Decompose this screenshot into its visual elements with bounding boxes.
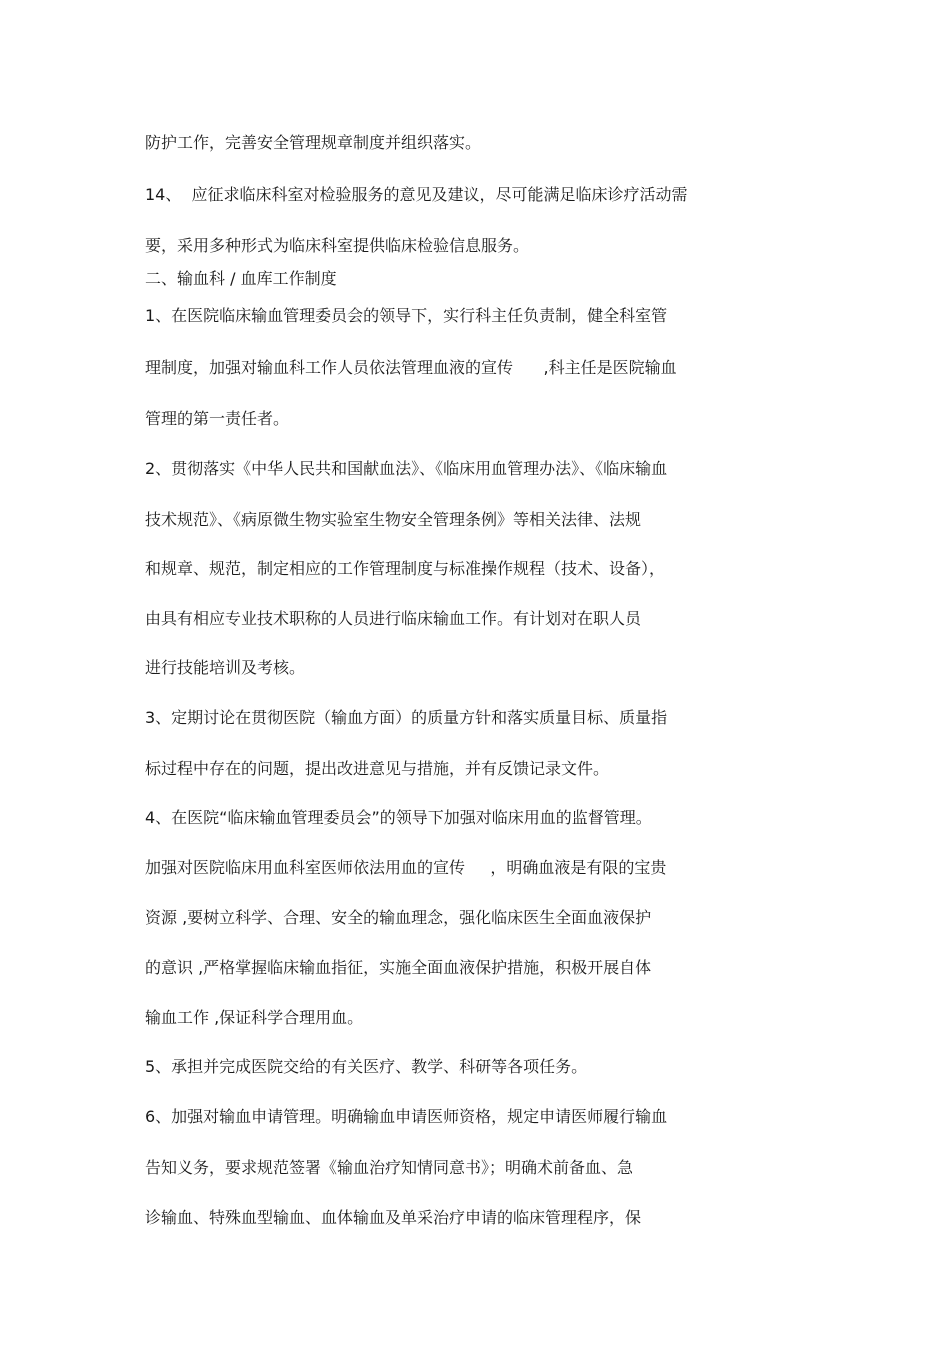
text-line-18: 的意识 ,严格掌握临床输血指征，实施全面血液保护措施，积极开展自体	[145, 958, 652, 977]
text-line-9: 技术规范》、《病原微生物实验室生物安全管理条例》等相关法律、法规	[145, 510, 642, 529]
text-line-15: 4、在医院“临床输血管理委员会”的领导下加强对临床用血的监督管理。	[145, 808, 652, 827]
text-line-6: 理制度，加强对输血科工作人员依法管理血液的宣传 ,科主任是医院输血	[145, 358, 677, 377]
text-line-2: 14、 应征求临床科室对检验服务的意见及建议，尽可能满足临床诊疗活动需	[145, 185, 688, 204]
text-line-21: 6、加强对输血申请管理。明确输血申请医师资格，规定申请医师履行输血	[145, 1107, 668, 1126]
text-line-8: 2、贯彻落实《中华人民共和国献血法》、《临床用血管理办法》、《临床输血	[145, 459, 668, 478]
text-line-5: 1、在医院临床输血管理委员会的领导下，实行科主任负责制，健全科室管	[145, 306, 668, 325]
text-line-3: 要，采用多种形式为临床科室提供临床检验信息服务。	[145, 236, 530, 255]
text-line-17: 资源 ,要树立科学、合理、安全的输血理念，强化临床医生全面血液保护	[145, 908, 652, 927]
section-heading: 二、输血科 / 血库工作制度	[145, 269, 337, 288]
text-line-16: 加强对医院临床用血科室医师依法用血的宣传 ，明确血液是有限的宝贵	[145, 858, 667, 877]
text-line-14: 标过程中存在的问题，提出改进意见与措施，并有反馈记录文件。	[145, 759, 610, 778]
text-line-22: 告知义务，要求规范签署《输血治疗知情同意书》；明确术前备血、急	[145, 1158, 634, 1177]
text-line-20: 5、承担并完成医院交给的有关医疗、教学、科研等各项任务。	[145, 1057, 588, 1076]
text-line-11: 由具有相应专业技术职称的人员进行临床输血工作。有计划对在职人员	[145, 609, 642, 628]
text-line-19: 输血工作 ,保证科学合理用血。	[145, 1008, 364, 1027]
text-line-13: 3、定期讨论在贯彻医院（输血方面）的质量方针和落实质量目标、质量指	[145, 708, 668, 727]
text-line-10: 和规章、规范，制定相应的工作管理制度与标准操作规程（技术、设备），	[145, 559, 666, 578]
text-line-1: 防护工作，完善安全管理规章制度并组织落实。	[145, 133, 482, 152]
text-line-12: 进行技能培训及考核。	[145, 658, 306, 677]
text-line-23: 诊输血、特殊血型输血、血体输血及单采治疗申请的临床管理程序，保	[145, 1208, 642, 1227]
text-line-7: 管理的第一责任者。	[145, 409, 290, 428]
